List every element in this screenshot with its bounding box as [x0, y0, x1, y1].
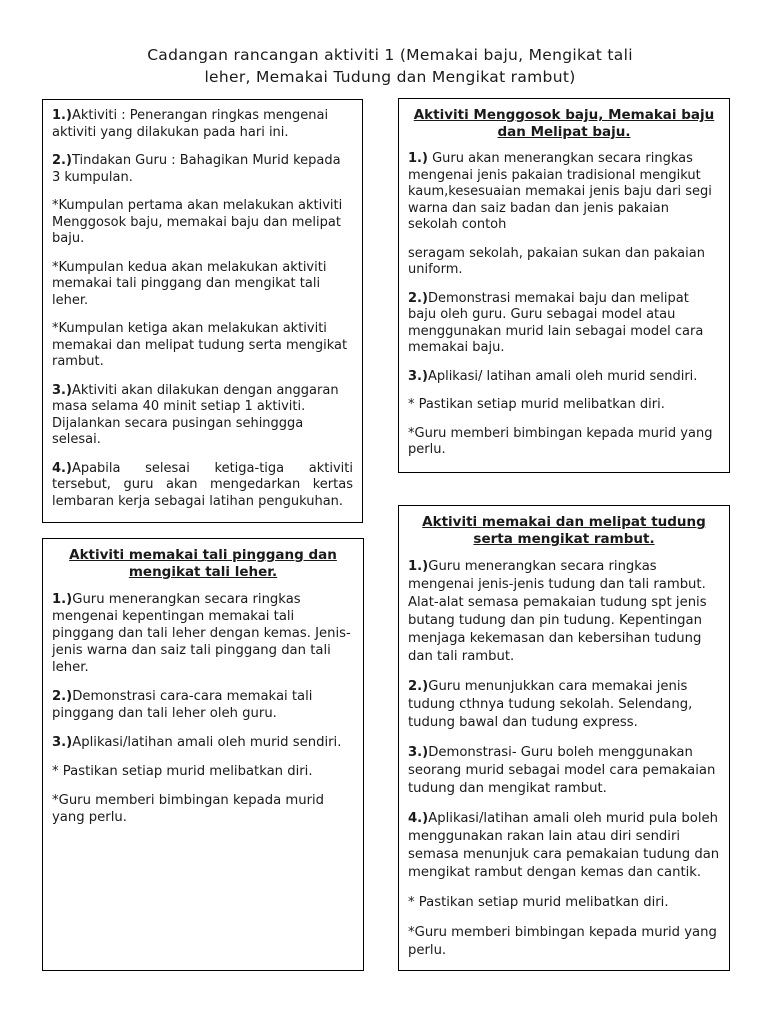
list-item: *Guru memberi bimbingan kepada murid yang perlu. [408, 425, 713, 457]
belt-tie-activity-box [42, 538, 364, 971]
title-line-2: leher, Memakai Tudung dan Mengikat rambut) [204, 68, 576, 86]
list-item: * Pastikan setiap murid melibatkan diri. [408, 895, 669, 910]
list-item: 2.)Tindakan Guru : Bahagikan Murid kepada 3 kumpulan. [52, 153, 341, 185]
box-heading: Aktiviti memakai dan melipat tudung serta mengikat rambut. [422, 514, 706, 547]
box-heading: Aktiviti memakai tali pinggang dan mengikat tali leher. [69, 547, 337, 580]
list-item: 4.)Aplikasi/latihan amali oleh murid pula boleh menggunakan rakan lain atau diri sendiri semasa menunjuk cara pemakaian tudung dan mengikat rambut dengan kemas dan cantik. [408, 811, 720, 880]
list-item: 2.)Demonstrasi cara-cara memakai tali pinggang dan tali leher oleh guru. [52, 689, 313, 721]
list-item: 2.)Demonstrasi memakai baju dan melipat baju oleh guru. Guru sebagai model atau menggunakan murid lain sebagai model cara memakai baju. [408, 290, 704, 355]
list-item: 1.)Aktiviti : Penerangan ringkas mengenai aktiviti yang dilakukan pada hari ini. [52, 108, 329, 140]
list-item: *Guru memberi bimbingan kepada murid yang perlu. [52, 793, 325, 825]
overview-box [42, 99, 363, 523]
list-item: * Pastikan setiap murid melibatkan diri. [52, 764, 313, 779]
box-heading: Aktiviti Menggosok baju, Memakai baju dan Melipat baju. [413, 107, 715, 140]
list-item: *Kumpulan ketiga akan melakukan aktiviti memakai dan melipat tudung serta mengikat rambut. [52, 321, 348, 369]
tudung-activity-box [398, 505, 730, 971]
page-title [110, 44, 670, 88]
list-item: 4.)Apabila selesai ketiga-tiga aktiviti tersebut, guru akan mengedarkan kertas lembaran kerja sebagai latihan pengukuhan. [52, 460, 353, 509]
list-item: 3.)Demonstrasi- Guru boleh menggunakan seorang murid sebagai model cara pemakaian tudung dan mengikat rambut. [408, 745, 716, 796]
list-item: 2.)Guru menunjukkan cara memakai jenis tudung cthnya tudung sekolah. Selendang, tudung bawal dan tudung express. [408, 679, 693, 730]
list-item: 1.) Guru akan menerangkan secara ringkas mengenai jenis pakaian tradisional mengikut kaum,kesesuaian memakai jenis baju dari segi warna dan saiz badan dan jenis pakaian sekolah contoh [408, 151, 712, 232]
list-item: 3.)Aplikasi/latihan amali oleh murid sendiri. [52, 735, 342, 750]
list-item: 3.)Aktiviti akan dilakukan dengan anggaran masa selama 40 minit setiap 1 aktiviti. Dijalankan secara pusingan sehinggga selesai. [52, 382, 339, 447]
title-line-1: Cadangan rancangan aktiviti 1 (Memakai baju, Mengikat tali [147, 46, 633, 64]
shirt-activity-box [398, 98, 730, 473]
list-item: *Guru memberi bimbingan kepada murid yang perlu. [408, 925, 717, 958]
list-item: *Kumpulan kedua akan melakukan aktiviti memakai tali pinggang dan mengikat tali leher. [52, 259, 327, 308]
list-item: seragam sekolah, pakaian sukan dan pakaian uniform. [408, 245, 705, 277]
list-item: * Pastikan setiap murid melibatkan diri. [408, 397, 665, 412]
list-item: 3.)Aplikasi/ latihan amali oleh murid sendiri. [408, 368, 698, 384]
list-item: 1.)Guru menerangkan secara ringkas mengenai jenis-jenis tudung dan tali rambut. Alat-alat semasa pemakaian tudung spt jenis butang tudung dan pin tudung. Kepentingan menjaga kekemasan dan kebersihan tudung dan tali rambut. [408, 559, 707, 664]
list-item: 1.)Guru menerangkan secara ringkas mengenai kepentingan memakai tali pinggang dan tali leher dengan kemas. Jenis-jenis warna dan saiz tali pinggang dan tali leher. [52, 592, 351, 675]
list-item: *Kumpulan pertama akan melakukan aktiviti Menggosok baju, memakai baju dan melipat baju. [52, 198, 343, 246]
